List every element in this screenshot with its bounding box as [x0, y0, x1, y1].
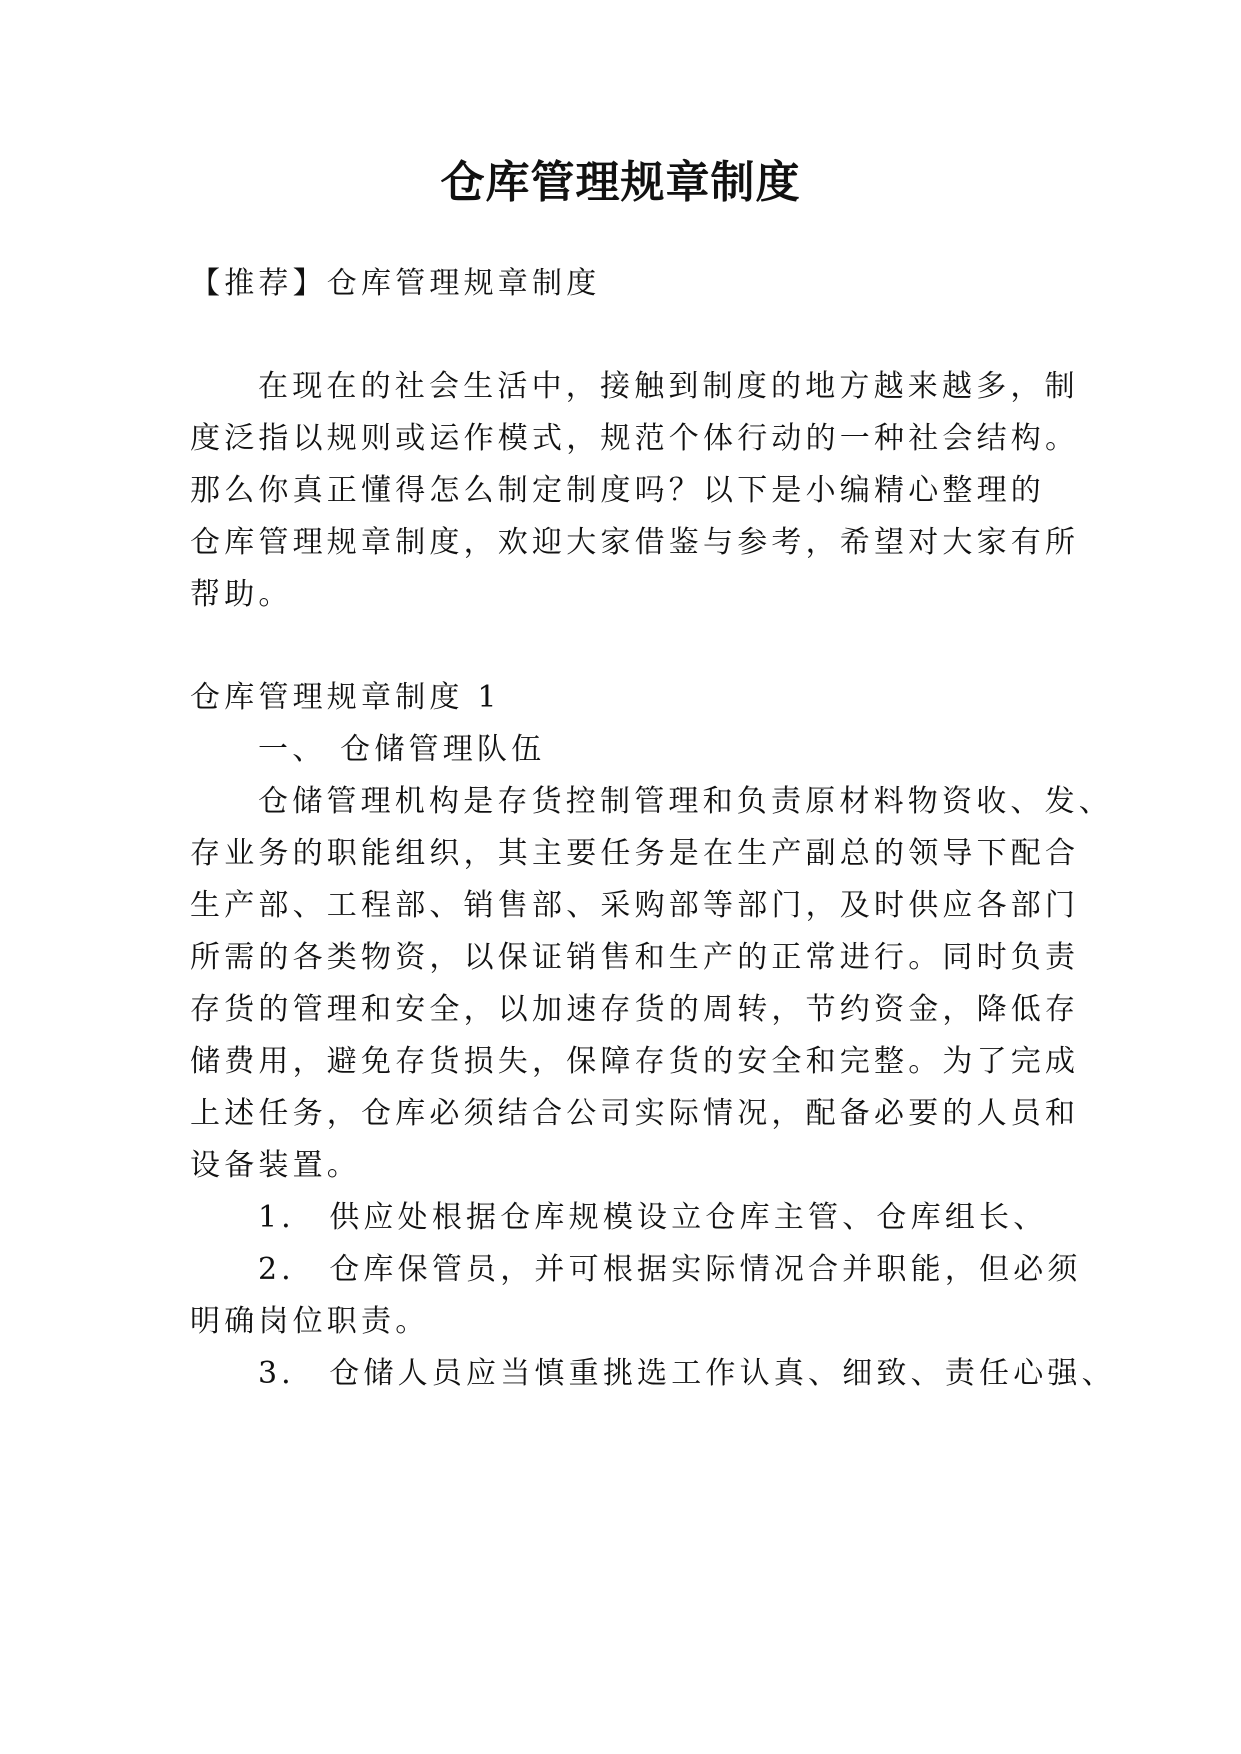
body-line-6: 储费用，避免存货损失，保障存货的安全和完整。为了完成 [190, 1044, 1080, 1079]
intro-line-1: 在现在的社会生活中，接触到制度的地方越来越多，制 [258, 369, 1079, 404]
body-line-2: 存业务的职能组织，其主要任务是在生产副总的领导下配合 [190, 836, 1080, 871]
intro-line-3: 那么你真正懂得怎么制定制度吗？以下是小编精心整理的 [190, 473, 1045, 508]
body-line-7: 上述任务，仓库必须结合公司实际情况，配备必要的人员和 [190, 1096, 1080, 1131]
body-line-8: 设备装置。 [190, 1148, 361, 1183]
document-title: 仓库管理规章制度 [440, 157, 801, 208]
subsection-heading: 一、 仓储管理队伍 [258, 732, 546, 767]
list-item-1: 1． 供应处根据仓库规模设立仓库主管、仓库组长、 [258, 1200, 1048, 1235]
body-line-5: 存货的管理和安全，以加速存货的周转，节约资金，降低存 [190, 992, 1080, 1027]
intro-line-2: 度泛指以规则或运作模式，规范个体行动的一种社会结构。 [190, 421, 1080, 456]
body-line-1: 仓储管理机构是存货控制管理和负责原材料物资收、发、 [258, 784, 1113, 819]
list-item-3: 3． 仓储人员应当慎重挑选工作认真、细致、责任心强、 [258, 1356, 1116, 1391]
intro-line-4: 仓库管理规章制度，欢迎大家借鉴与参考，希望对大家有所 [190, 525, 1080, 560]
list-item-2: 2． 仓库保管员，并可根据实际情况合并职能，但必须 [258, 1252, 1082, 1287]
body-line-4: 所需的各类物资，以保证销售和生产的正常进行。同时负责 [190, 940, 1080, 975]
list-item-2-continued: 明确岗位职责。 [190, 1304, 430, 1339]
section-heading: 仓库管理规章制度 1 [190, 680, 501, 715]
body-line-3: 生产部、工程部、销售部、采购部等部门，及时供应各部门 [190, 888, 1080, 923]
intro-line-5: 帮助。 [190, 577, 293, 612]
document-subtitle: 【推荐】仓库管理规章制度 [190, 266, 601, 301]
